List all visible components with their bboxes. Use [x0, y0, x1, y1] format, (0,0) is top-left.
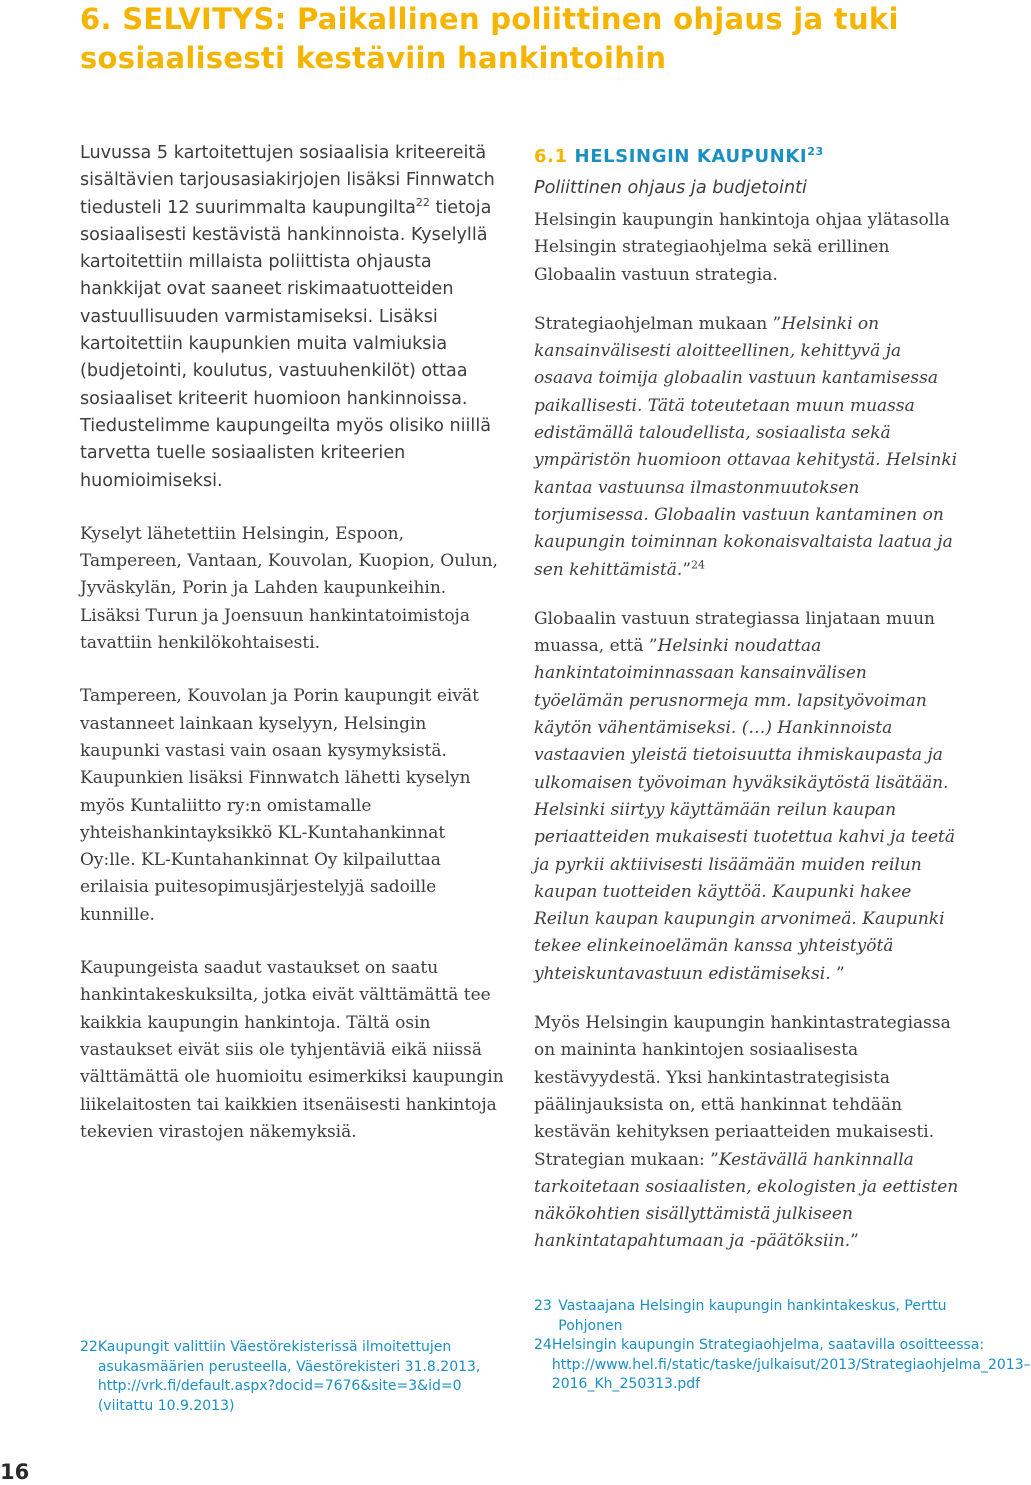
footnote-22: 22 Kaupungit valittiin Väestörekisterissä ilmoitettujen asukasmäärien perusteella, Väestörekisteri 31.8.2013, http://vrk.fi/default.aspx?docid=7676&site=3&id=0 (viitattu 10.9.2013): [80, 1338, 510, 1416]
page-number: 16: [0, 1460, 30, 1484]
footnote-ref-24[interactable]: 24: [691, 557, 706, 571]
footnote-23-text: Vastaajana Helsingin kaupungin hankintakeskus, Perttu Pohjonen: [558, 1298, 947, 1334]
footnotes-right: [534, 1297, 1031, 1395]
footnotes-left: [80, 1338, 510, 1416]
footnote-24-text[interactable]: Helsingin kaupungin Strategiaohjelma, saatavilla osoitteessa: http://www.hel.fi/static/taske/julkaisut/2013/Strategiaohjelma_2013–2016_Kh_250313.pdf: [551, 1337, 1031, 1392]
responses-paragraph: Tampereen, Kouvolan ja Porin kaupungit eivät vastanneet lainkaan kyselyyn, Helsingin kaupunki vastasi vain osaan kysymyksistä. Kaupunkien lisäksi Finnwatch lähetti kyselyn myös Kuntaliitto ry:n omistamalle yhteishankintayksikkö KL-Kuntahankinnat Oy:lle. KL-Kuntahankinnat Oy kilpailuttaa erilaisia puitesopimusjärjestelyjä sadoille kunnille.: [80, 686, 479, 925]
page-title: 6. SELVITYS: Paikallinen poliittinen ohjaus ja tuki sosiaalisesti kestäviin hankintoihin: [80, 2, 899, 75]
footnote-24: 24 Helsingin kaupungin Strategiaohjelma, saatavilla osoitteessa: http://www.hel.fi/static/taske/julkaisut/2013/Strategiaohjelma_2013–2016_Kh_250313.pdf: [534, 1336, 954, 1395]
global-responsibility-paragraph: Globaalin vastuun strategiassa linjataan muun muassa, että ”Helsinki noudattaa hankintatoiminnassaan kansainvälisen työelämän perusnormeja mm. lapsityövoiman käytön vähentämiseksi. (…) Hankinnoista vastaavien yleistä tietoisuutta ihmiskaupasta ja ulkomaisen työvoiman hyväksikäytöstä lisätään. Helsinki siirtyy käyttämään reilun kaupan periaatteiden mukaisesti tuotettua kahvi ja teetä ja pyrkii aktiivisesti lisäämään muiden reilun kaupan tuotteiden käyttöä. Kaupunki hakee Reilun kaupan kaupungin arvonimeä. Kaupunki tekee elinkeinoelämän kanssa yhteistyötä yhteiskuntavastuun edistämiseksi. ”: [534, 608, 955, 984]
strategy-paragraph: Helsingin kaupungin hankintoja ohjaa ylätasolla Helsingin strategiaohjelma sekä erillinen Globaalin vastuun strategia.: [534, 210, 950, 285]
answers-source-paragraph: Kaupungeista saadut vastaukset on saatu hankintakeskuksilta, jotka eivät välttämättä tee kaikkia kaupungin hankintoja. Tältä osin vastaukset eivät siis ole tyhjentäviä eikä niissä välttämättä ole huomioitu esimerkiksi kaupungin liikelaitosten tai kaikkien itsenäisesti hankintoja tekevien virastojen näkemyksiä.: [80, 958, 504, 1142]
intro-paragraph: Luvussa 5 kartoitettujen sosiaalisia kriteereitä sisältävien tarjousasiakirjojen lisäksi Finnwatch tiedusteli 12 suurimmalta kaupungilta$^{22}$ tietoja sosiaalisesti kestävistä hankinnoista. Kyselyllä kartoitettiin millaista poliittista ohjausta hankkijat ovat saaneet riskimaatuotteiden vastuullisuuden varmistamiseksi. Lisäksi kartoitettiin kaupunkien muita valmiuksia (budjetointi, koulutus, vastuuhenkilöt) ottaa sosiaaliset kriteerit huomioon hankinnoissa. Tiedustelimme kaupungeilta myös olisiko niillä tarvetta tuelle sosiaalisten kriteerien huomioimiseksi.: [80, 143, 495, 491]
section-heading: 6.1 HELSINGIN KAUPUNKI$^{23}$: [534, 145, 824, 167]
procurement-strategy-paragraph: Myös Helsingin kaupungin hankintastrategiassa on maininta hankintojen sosiaalisesta kestävyydestä. Yksi hankintastrategisista päälinjauksista on, että hankinnat tehdään kestävän kehityksen periaatteiden mukaisesti. Strategian mukaan: ”Kestävällä hankinnalla tarkoitetaan sosiaalisten, ekologisten ja eettisten näkökohtien sisällyttämistä julkiseen hankintatapahtumaan ja -päätöksiin.”: [534, 1013, 959, 1252]
right-column: [534, 143, 960, 1278]
footnote-23: 23 Vastaajana Helsingin kaupungin hankintakeskus, Perttu Pohjonen: [534, 1297, 954, 1336]
footnote-ref-23[interactable]: 23: [807, 145, 824, 158]
footnote-22-text[interactable]: Kaupungit valittiin Väestörekisterissä ilmoitettujen asukasmäärien perusteella, Väestörekisteri 31.8.2013, http://vrk.fi/default.aspx?docid=7676&site=3&id=0 (viitattu 10.9.2013): [97, 1339, 481, 1414]
cities-paragraph: Kyselyt lähetettiin Helsingin, Espoon, Tampereen, Vantaan, Kouvolan, Kuopion, Oulun, Jyväskylän, Porin ja Lahden kaupunkeihin. Lisäksi Turun ja Joensuun hankintatoimistoja tavattiin henkilökohtaisesti.: [80, 523, 498, 654]
left-column: [80, 140, 506, 1172]
strategy-quote-paragraph: Strategiaohjelman mukaan ”Helsinki on kansainvälisesti aloitteellinen, kehittyvä ja osaava toimija globaalin vastuun kantamisessa paikallisesti. Tätä toteutetaan muun muassa edistämällä taloudellista, sosiaalista sekä ympäristön huomioon ottavaa kehitystä. Helsinki kantaa vastuunsa ilmastonmuutoksen torjumisessa. Globaalin vastuun kantaminen on kaupungin toiminnan kokonaisvaltaista laatua ja sen kehittämistä.”$^{24}$: [534, 313, 958, 580]
subheading: Poliittinen ohjaus ja budjetointi: [534, 178, 807, 198]
footnote-ref-22[interactable]: 22: [415, 195, 430, 209]
